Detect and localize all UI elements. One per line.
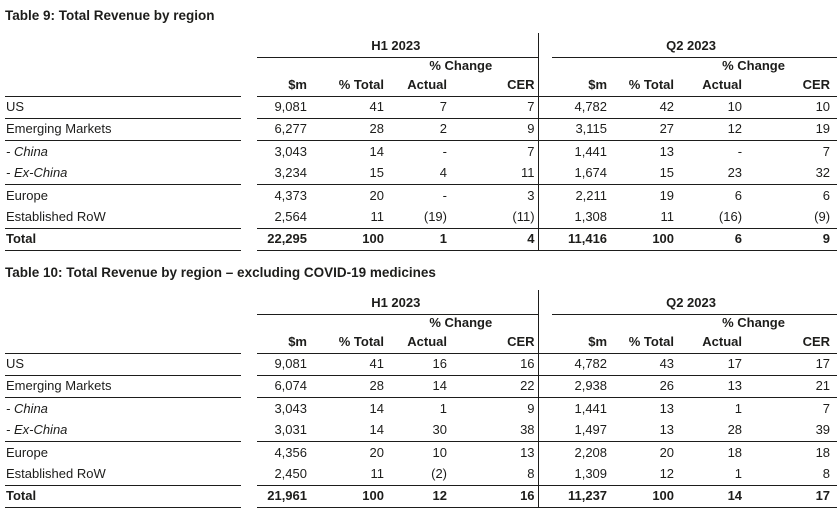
column-gap xyxy=(241,163,257,185)
q2-actual-value: 23 xyxy=(677,163,745,185)
col-header-cer: CER xyxy=(745,334,837,354)
row-label: Established RoW xyxy=(5,464,241,486)
h1-pct-total-value: 41 xyxy=(310,354,387,376)
group-divider xyxy=(538,163,552,185)
q2-pct-total-value: 15 xyxy=(610,163,677,185)
table-10-block xyxy=(5,265,838,508)
col-header-actual: Actual xyxy=(387,77,450,97)
h1-cer-value: 4 xyxy=(450,229,538,251)
group-divider xyxy=(538,207,552,229)
empty-label-cell xyxy=(5,77,241,97)
h1-cer-value: 16 xyxy=(450,354,538,376)
col-header-pct-total: % Total xyxy=(310,334,387,354)
empty-cell xyxy=(257,57,310,77)
q2-actual-value: 10 xyxy=(677,97,745,119)
table-9-title: Table 9: Total Revenue by region xyxy=(5,8,215,23)
h1-dollar-m-value: 4,356 xyxy=(274,444,307,460)
q2-2023-group-header: Q2 2023 xyxy=(552,290,837,314)
q2-dollar-m-value: 2,208 xyxy=(574,444,608,460)
empty-label-cell xyxy=(5,290,241,314)
h1-actual-value: - xyxy=(442,143,447,159)
q2-cer-value: 10 xyxy=(745,97,837,119)
h1-pct-total-value: 20 xyxy=(369,187,384,203)
column-gap xyxy=(241,57,257,77)
col-header-cer: CER xyxy=(450,334,538,354)
q2-dollar-m-value: 1,309 xyxy=(552,464,610,486)
q2-cer-value: 7 xyxy=(822,143,831,159)
table-row xyxy=(5,354,837,376)
row-label: US xyxy=(5,354,241,376)
column-gap xyxy=(241,420,257,442)
h1-dollar-m-value: 3,031 xyxy=(257,420,310,442)
col-header-actual: Actual xyxy=(677,77,745,97)
row-label: Emerging Markets xyxy=(5,376,241,398)
h1-cer-value: 9 xyxy=(450,119,538,141)
q2-dollar-m-value: 3,115 xyxy=(552,119,610,141)
column-gap xyxy=(241,77,257,97)
h1-cer-value: 16 xyxy=(450,486,538,508)
h1-cer-value: 13 xyxy=(520,444,535,460)
col-header-cer: CER xyxy=(450,77,538,97)
group-divider xyxy=(538,141,552,163)
q2-actual-value: 1 xyxy=(734,400,743,416)
column-gap xyxy=(241,376,257,398)
h1-actual-value: (19) xyxy=(387,207,450,229)
q2-actual-value: 14 xyxy=(677,486,745,508)
group-divider xyxy=(538,119,552,141)
q2-cer-value: 19 xyxy=(745,119,837,141)
q2-pct-total-value: 19 xyxy=(659,187,675,203)
q2-pct-total-value: 43 xyxy=(610,354,677,376)
h1-2023-group-header: H1 2023 xyxy=(257,290,538,314)
q2-cer-value: 8 xyxy=(745,464,837,486)
row-label: Total xyxy=(5,486,241,508)
column-gap xyxy=(241,207,257,229)
row-label: - Ex-China xyxy=(5,163,241,185)
h1-actual-value: 10 xyxy=(432,444,447,460)
q2-2023-group-header: Q2 2023 xyxy=(552,33,837,57)
q2-actual-value: 13 xyxy=(677,376,745,398)
q2-pct-total-value: 13 xyxy=(659,400,675,416)
q2-dollar-m-value: 1,308 xyxy=(552,207,610,229)
h1-cer-value: 3 xyxy=(527,187,535,203)
h1-dollar-m-value: 9,081 xyxy=(257,354,310,376)
q2-actual-value: 18 xyxy=(727,444,743,460)
h1-pct-total-value: 20 xyxy=(369,444,384,460)
column-gap xyxy=(241,185,257,207)
q2-actual-value: 28 xyxy=(677,420,745,442)
column-header-row xyxy=(5,334,837,354)
h1-dollar-m-value: 22,295 xyxy=(257,229,310,251)
h1-pct-total-value: 14 xyxy=(369,400,384,416)
q2-cer-value: 6 xyxy=(822,187,831,203)
group-divider xyxy=(538,33,552,57)
col-header-cer: CER xyxy=(745,77,837,97)
h1-cer-value: 38 xyxy=(450,420,538,442)
table-row xyxy=(5,442,837,464)
row-label: - China xyxy=(6,143,48,159)
h1-cer-value: 7 xyxy=(450,97,538,119)
col-header-actual: Actual xyxy=(387,334,450,354)
group-divider xyxy=(538,486,552,508)
h1-actual-value: 1 xyxy=(387,229,450,251)
column-header-row xyxy=(5,77,837,97)
q2-cer-value: 32 xyxy=(745,163,837,185)
h1-actual-value: - xyxy=(442,187,447,203)
q2-actual-value: 6 xyxy=(734,187,743,203)
h1-pct-total-value: 100 xyxy=(310,486,387,508)
h1-dollar-m-value: 9,081 xyxy=(257,97,310,119)
q2-dollar-m-value: 2,938 xyxy=(552,376,610,398)
table-row xyxy=(5,97,837,119)
column-gap xyxy=(241,141,257,163)
empty-cell xyxy=(552,314,610,334)
table-10 xyxy=(5,290,837,508)
col-header-dollar-m: $m xyxy=(257,77,310,97)
q2-cer-value: 17 xyxy=(745,354,837,376)
q2-actual-value: - xyxy=(737,143,743,159)
group-divider xyxy=(538,77,552,97)
group-divider xyxy=(538,376,552,398)
row-label: Europe xyxy=(6,187,48,203)
empty-cell xyxy=(257,314,310,334)
col-header-pct-total: % Total xyxy=(610,77,677,97)
q2-actual-value: 12 xyxy=(677,119,745,141)
empty-cell xyxy=(610,314,677,334)
table-9 xyxy=(5,33,837,251)
group-header-row xyxy=(5,290,837,314)
group-divider xyxy=(538,334,552,354)
q2-cer-value: 17 xyxy=(745,486,837,508)
pct-change-header: % Change xyxy=(429,314,493,330)
col-header-pct-total: % Total xyxy=(310,77,387,97)
h1-pct-total-value: 28 xyxy=(310,119,387,141)
group-header-row xyxy=(5,33,837,57)
group-divider xyxy=(538,57,552,77)
row-label: Europe xyxy=(6,444,48,460)
h1-dollar-m-value: 21,961 xyxy=(257,486,310,508)
col-header-dollar-m: $m xyxy=(257,334,310,354)
table-row xyxy=(5,464,837,486)
q2-dollar-m-value: 4,782 xyxy=(552,354,610,376)
empty-cell xyxy=(552,57,610,77)
table-row xyxy=(5,207,837,229)
table-row xyxy=(5,398,837,420)
h1-dollar-m-value: 2,564 xyxy=(257,207,310,229)
row-label: - China xyxy=(6,400,48,416)
group-divider xyxy=(538,185,552,207)
q2-pct-total-value: 12 xyxy=(610,464,677,486)
group-divider xyxy=(538,420,552,442)
q2-cer-value: (9) xyxy=(745,207,837,229)
h1-cer-value: 7 xyxy=(527,143,535,159)
h1-dollar-m-value: 3,043 xyxy=(274,400,307,416)
row-label: Total xyxy=(5,229,241,251)
column-gap xyxy=(241,229,257,251)
h1-actual-value: 4 xyxy=(387,163,450,185)
q2-actual-value: 17 xyxy=(677,354,745,376)
pct-change-header: % Change xyxy=(722,57,785,73)
h1-actual-value: (2) xyxy=(387,464,450,486)
empty-label-cell xyxy=(5,33,241,57)
q2-cer-value: 21 xyxy=(745,376,837,398)
row-label: - Ex-China xyxy=(5,420,241,442)
empty-label-cell xyxy=(5,334,241,354)
q2-pct-total-value: 27 xyxy=(610,119,677,141)
row-label: US xyxy=(5,97,241,119)
table-row xyxy=(5,141,837,163)
h1-actual-value: 16 xyxy=(387,354,450,376)
h1-dollar-m-value: 3,234 xyxy=(257,163,310,185)
q2-pct-total-value: 42 xyxy=(610,97,677,119)
column-gap xyxy=(241,97,257,119)
q2-dollar-m-value: 1,441 xyxy=(574,400,608,416)
total-row xyxy=(5,229,837,251)
q2-pct-total-value: 100 xyxy=(610,486,677,508)
column-gap xyxy=(241,398,257,420)
col-header-dollar-m: $m xyxy=(552,334,610,354)
group-divider xyxy=(538,314,552,334)
h1-actual-value: 30 xyxy=(387,420,450,442)
h1-actual-value: 2 xyxy=(387,119,450,141)
h1-pct-total-value: 28 xyxy=(310,376,387,398)
h1-pct-total-value: 11 xyxy=(310,207,387,229)
h1-pct-total-value: 11 xyxy=(310,464,387,486)
table-row xyxy=(5,376,837,398)
q2-dollar-m-value: 1,674 xyxy=(552,163,610,185)
row-label: Established RoW xyxy=(5,207,241,229)
empty-cell xyxy=(310,314,387,334)
q2-cer-value: 7 xyxy=(822,400,831,416)
column-gap xyxy=(241,464,257,486)
table-row xyxy=(5,185,837,207)
q2-actual-value: 1 xyxy=(677,464,745,486)
table-10-title: Table 10: Total Revenue by region – excluding COVID-19 medicines xyxy=(5,265,436,280)
column-gap xyxy=(241,354,257,376)
column-gap xyxy=(241,334,257,354)
pct-change-header: % Change xyxy=(429,57,493,73)
q2-dollar-m-value: 4,782 xyxy=(552,97,610,119)
q2-dollar-m-value: 1,441 xyxy=(574,143,608,159)
h1-dollar-m-value: 4,373 xyxy=(274,187,307,203)
q2-dollar-m-value: 1,497 xyxy=(552,420,610,442)
column-gap xyxy=(241,486,257,508)
col-header-dollar-m: $m xyxy=(552,77,610,97)
h1-dollar-m-value: 3,043 xyxy=(274,143,307,159)
q2-pct-total-value: 26 xyxy=(610,376,677,398)
q2-dollar-m-value: 11,416 xyxy=(552,229,610,251)
col-header-actual: Actual xyxy=(677,334,745,354)
q2-dollar-m-value: 11,237 xyxy=(552,486,610,508)
group-divider xyxy=(538,442,552,464)
q2-pct-total-value: 13 xyxy=(659,143,675,159)
h1-cer-value: 11 xyxy=(450,163,538,185)
h1-actual-value: 12 xyxy=(387,486,450,508)
column-gap xyxy=(241,442,257,464)
empty-cell xyxy=(610,57,677,77)
q2-pct-total-value: 11 xyxy=(610,207,677,229)
group-divider xyxy=(538,398,552,420)
h1-cer-value: 22 xyxy=(450,376,538,398)
group-divider xyxy=(538,464,552,486)
q2-actual-value: 6 xyxy=(677,229,745,251)
h1-dollar-m-value: 2,450 xyxy=(257,464,310,486)
col-header-pct-total: % Total xyxy=(610,334,677,354)
column-gap xyxy=(241,33,257,57)
pct-change-header: % Change xyxy=(722,314,785,330)
h1-dollar-m-value: 6,277 xyxy=(257,119,310,141)
h1-pct-total-value: 100 xyxy=(310,229,387,251)
change-header-row xyxy=(5,314,837,334)
q2-cer-value: 9 xyxy=(745,229,837,251)
h1-actual-value: 1 xyxy=(439,400,447,416)
row-label: Emerging Markets xyxy=(5,119,241,141)
table-9-block xyxy=(5,8,838,251)
table-row xyxy=(5,119,837,141)
empty-cell xyxy=(310,57,387,77)
empty-label-cell xyxy=(5,314,241,334)
h1-cer-value: 9 xyxy=(527,400,535,416)
table-row xyxy=(5,420,837,442)
h1-pct-total-value: 41 xyxy=(310,97,387,119)
h1-cer-value: 8 xyxy=(450,464,538,486)
group-divider xyxy=(538,229,552,251)
h1-pct-total-value: 14 xyxy=(369,143,384,159)
q2-pct-total-value: 13 xyxy=(610,420,677,442)
total-row xyxy=(5,486,837,508)
table-row xyxy=(5,163,837,185)
q2-cer-value: 39 xyxy=(745,420,837,442)
h1-actual-value: 7 xyxy=(387,97,450,119)
group-divider xyxy=(538,290,552,314)
column-gap xyxy=(241,290,257,314)
q2-actual-value: (16) xyxy=(677,207,745,229)
group-divider xyxy=(538,354,552,376)
h1-pct-total-value: 14 xyxy=(310,420,387,442)
h1-pct-total-value: 15 xyxy=(310,163,387,185)
q2-pct-total-value: 100 xyxy=(610,229,677,251)
group-divider xyxy=(538,97,552,119)
column-gap xyxy=(241,314,257,334)
h1-2023-group-header: H1 2023 xyxy=(257,33,538,57)
q2-pct-total-value: 20 xyxy=(659,444,675,460)
empty-label-cell xyxy=(5,57,241,77)
change-header-row xyxy=(5,57,837,77)
h1-cer-value: (11) xyxy=(450,207,538,229)
q2-cer-value: 18 xyxy=(815,444,831,460)
column-gap xyxy=(241,119,257,141)
q2-dollar-m-value: 2,211 xyxy=(575,187,608,203)
h1-dollar-m-value: 6,074 xyxy=(257,376,310,398)
h1-actual-value: 14 xyxy=(387,376,450,398)
